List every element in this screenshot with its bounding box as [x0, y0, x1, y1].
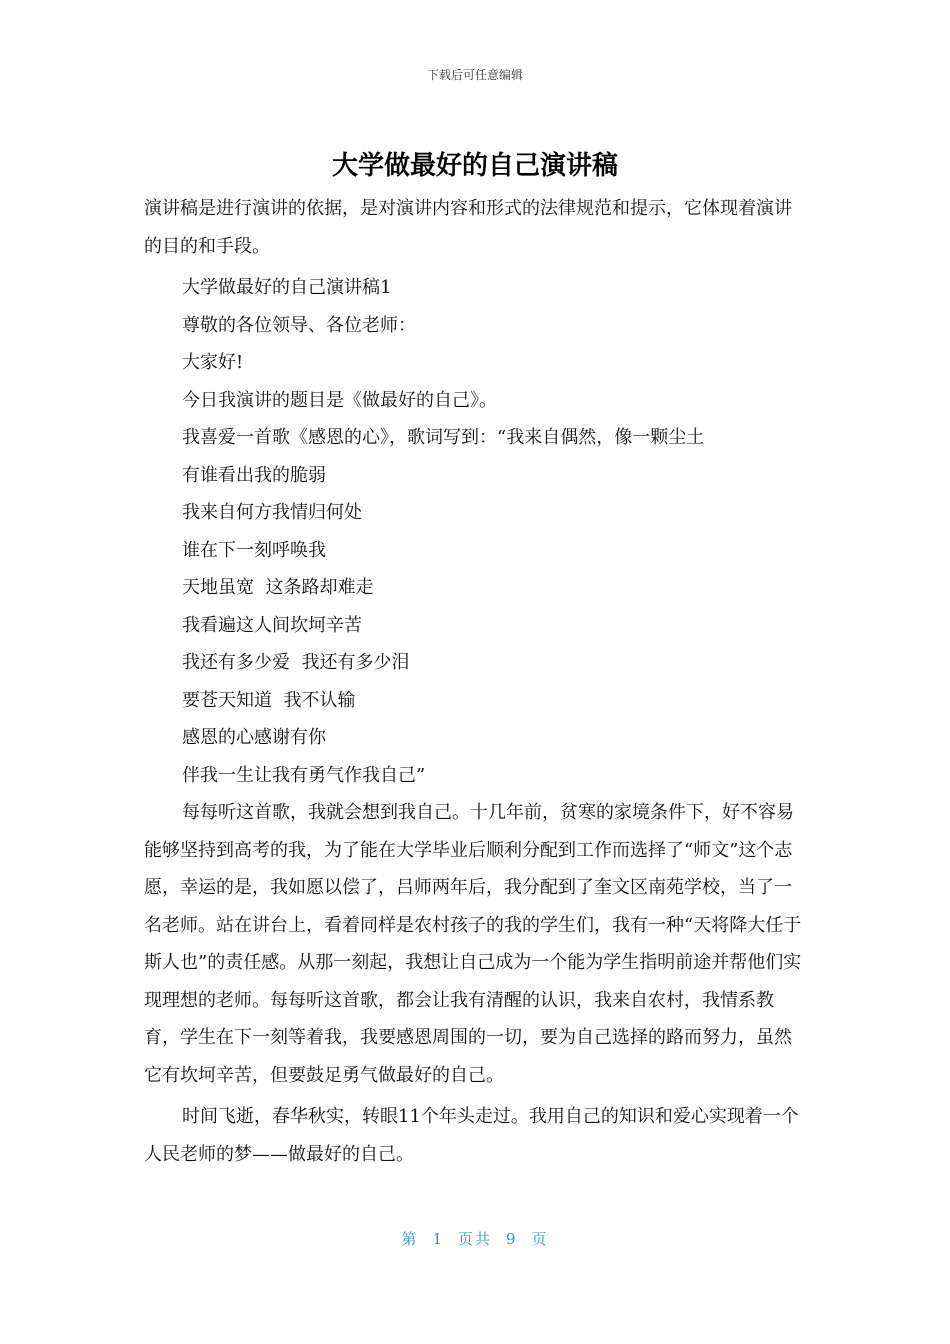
greeting: 大家好!	[182, 352, 244, 373]
lyric-line: 我还有多少爱 我还有多少泪	[182, 652, 410, 673]
lyric-line: 我来自何方我情归何处	[182, 502, 362, 523]
lyric-line: 天地虽宽 这条路却难走	[182, 577, 374, 598]
lyric-line: 我看遍这人间坎坷辛苦	[182, 614, 362, 636]
salutation: 尊敬的各位领导、各位老师：	[182, 314, 416, 336]
footer-label-end: 页	[531, 1230, 549, 1248]
footer-current-page: 1	[432, 1230, 444, 1248]
footer-label-page: 第	[401, 1230, 419, 1248]
page-footer	[0, 1228, 950, 1249]
intro-paragraph: 演讲稿是进行演讲的依据，是对演讲内容和形式的法律规范和提示，它体现着演讲的目的和手段。	[144, 198, 792, 257]
header-note: 下载后可任意编辑	[426, 68, 523, 82]
lyric-line: 有谁看出我的脆弱	[182, 464, 326, 486]
topic-line: 今日我演讲的题目是《做最好的自己》。	[182, 389, 497, 411]
body-paragraph: 时间飞逝，春华秋实，转眼11个年头走过。我用自己的知识和爱心实现着一个人民老师的梦——做最好的自己。	[144, 1106, 799, 1165]
document-body	[144, 190, 806, 1173]
footer-label-of: 页共	[457, 1230, 492, 1248]
lyric-line: 谁在下一刻呼唤我	[182, 539, 326, 561]
footer-total-pages: 9	[506, 1230, 518, 1248]
lyric-line: 感恩的心感谢有你	[182, 727, 326, 748]
body-paragraph: 每每听这首歌，我就会想到我自己。十几年前，贫寒的家境条件下，好不容易能够坚持到高考的我，为了能在大学毕业后顺利分配到工作而选择了“师文”这个志愿，幸运的是，我如愿以偿了，吕师两年后，我分配到了奎文区南苑学校，当了一名老师。站在讲台上，看着同样是农村孩子的我的学生们，我有一种“天将降大任于斯人也”的责任感。从那一刻起，我想让自己成为一个能为学生指明前途并帮他们实现理想的老师。每每听这首歌，都会让我有清醒的认识，我来自农村，我情系教育，学生在下一刻等着我，我要感恩周围的一切，要为自己选择的路而努力，虽然它有坎坷辛苦，但要鼓足勇气做最好的自己。	[144, 802, 802, 1086]
document-title: 大学做最好的自己演讲稿	[331, 151, 618, 181]
lyric-line: 要苍天知道 我不认输	[182, 689, 356, 711]
lyric-intro: 我喜爱一首歌《感恩的心》，歌词写到：“我来自偶然，像一颗尘土	[182, 427, 705, 448]
speech-heading: 大学做最好的自己演讲稿1	[182, 277, 392, 298]
lyric-line: 伴我一生让我有勇气作我自己”	[182, 764, 426, 786]
